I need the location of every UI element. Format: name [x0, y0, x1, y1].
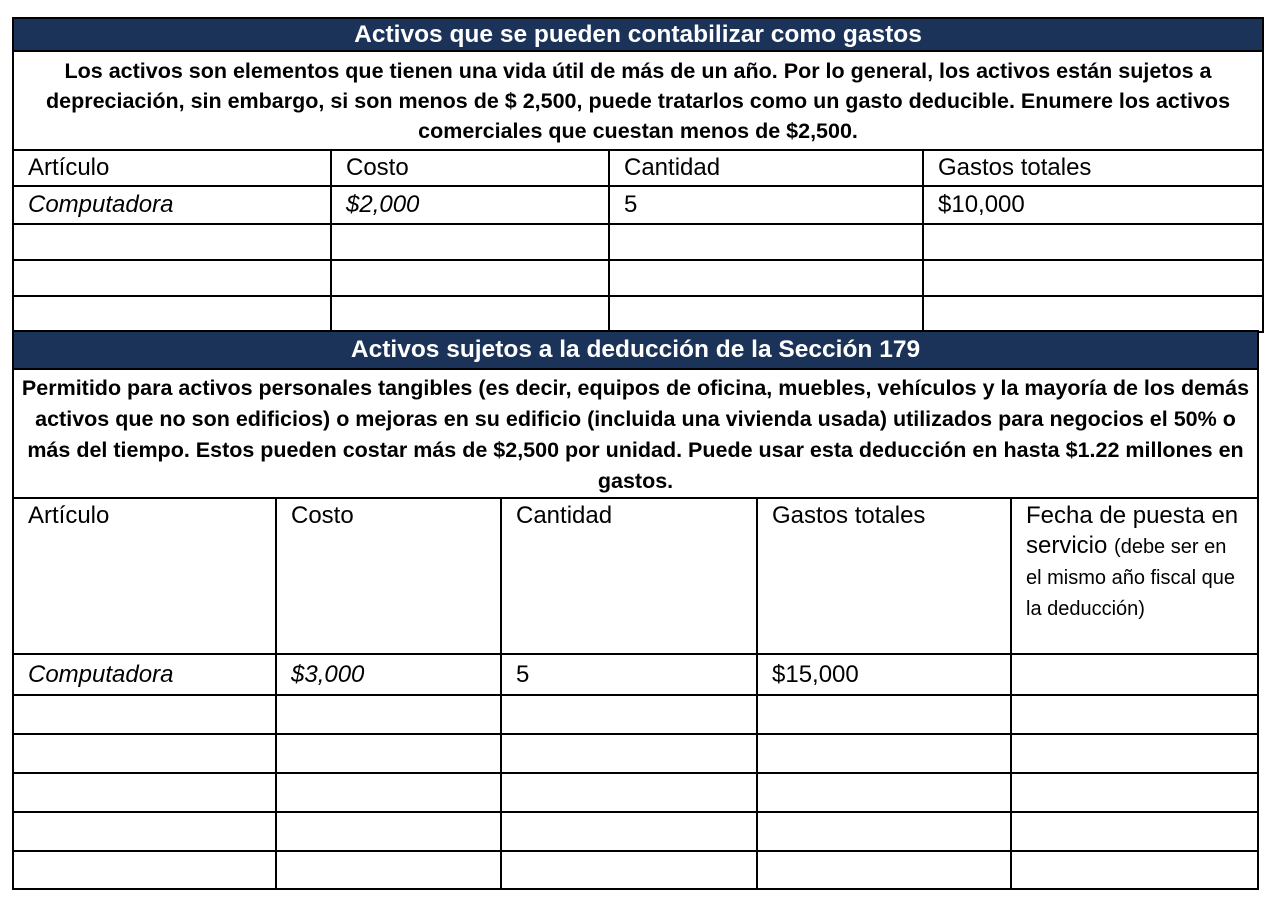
cell-total[interactable] — [757, 695, 1011, 734]
expensable-assets-table — [12, 17, 1264, 333]
section-179-assets-section — [12, 330, 1257, 890]
expensable-assets-section — [12, 17, 1262, 333]
table-row — [13, 186, 1263, 224]
cell-total[interactable] — [757, 773, 1011, 812]
cell-cost[interactable]: $3,000 — [276, 654, 501, 695]
cell-total[interactable] — [923, 260, 1263, 296]
cell-quantity[interactable] — [609, 224, 923, 260]
cell-cost[interactable] — [276, 851, 501, 889]
cell-quantity[interactable] — [501, 812, 757, 851]
column-header-cost: Costo — [276, 498, 501, 654]
cell-quantity[interactable] — [609, 296, 923, 332]
in-service-date-label: Fecha de puesta en servicio — [1026, 502, 1239, 559]
section-description: Los activos son elementos que tienen una vida útil de más de un año. Por lo general, los activos están sujetos a depreciación, sin embargo, si son menos de $ 2,500, puede tratarlos como un gasto deducible. Enumere los activos comerciales que cuestan menos de $2,500. — [13, 51, 1263, 150]
table-row — [13, 224, 1263, 260]
section-title: Activos sujetos a la deducción de la Sección 179 — [13, 331, 1258, 369]
cell-quantity[interactable] — [501, 773, 757, 812]
cell-total[interactable] — [923, 296, 1263, 332]
section-179-assets-table — [12, 330, 1259, 890]
cell-total[interactable] — [923, 224, 1263, 260]
column-header-cost: Costo — [331, 150, 609, 186]
column-header-quantity: Cantidad — [609, 150, 923, 186]
cell-total[interactable]: $15,000 — [757, 654, 1011, 695]
cell-article[interactable] — [13, 296, 331, 332]
cell-article[interactable] — [13, 695, 276, 734]
cell-in-service-date[interactable] — [1011, 812, 1258, 851]
cell-cost[interactable] — [331, 260, 609, 296]
column-header-total: Gastos totales — [757, 498, 1011, 654]
cell-in-service-date[interactable] — [1011, 851, 1258, 889]
cell-total[interactable] — [757, 812, 1011, 851]
column-header-quantity: Cantidad — [501, 498, 757, 654]
table-row — [13, 695, 1258, 734]
cell-cost[interactable]: $2,000 — [331, 186, 609, 224]
cell-total[interactable]: $10,000 — [923, 186, 1263, 224]
cell-article[interactable] — [13, 851, 276, 889]
in-service-date-note: (debe ser en el mismo año fiscal que la deducción) — [1026, 536, 1235, 620]
section-description: Permitido para activos personales tangibles (es decir, equipos de oficina, muebles, vehículos y la mayoría de los demás activos que no son edificios) o mejoras en su edificio (incluida una vivienda usada) utilizados para negocios el 50% o más del tiempo. Estos pueden costar más de $2,500 por unidad. Puede usar esta deducción en hasta $1.22 millones en gastos. — [13, 369, 1258, 498]
table-row — [13, 260, 1263, 296]
cell-in-service-date[interactable] — [1011, 773, 1258, 812]
column-header-article: Artículo — [13, 150, 331, 186]
section-title: Activos que se pueden contabilizar como gastos — [13, 18, 1263, 51]
cell-quantity[interactable] — [501, 734, 757, 773]
cell-quantity[interactable]: 5 — [501, 654, 757, 695]
column-header-article: Artículo — [13, 498, 276, 654]
table-row — [13, 773, 1258, 812]
cell-article[interactable] — [13, 812, 276, 851]
cell-quantity[interactable] — [501, 695, 757, 734]
cell-quantity[interactable] — [609, 260, 923, 296]
table-header-row — [13, 150, 1263, 186]
table-row — [13, 812, 1258, 851]
cell-quantity[interactable] — [501, 851, 757, 889]
table-header-row — [13, 498, 1258, 654]
table-row — [13, 851, 1258, 889]
cell-cost[interactable] — [331, 224, 609, 260]
cell-cost[interactable] — [276, 695, 501, 734]
cell-cost[interactable] — [276, 773, 501, 812]
cell-cost[interactable] — [331, 296, 609, 332]
cell-cost[interactable] — [276, 734, 501, 773]
cell-in-service-date[interactable] — [1011, 695, 1258, 734]
cell-article[interactable] — [13, 773, 276, 812]
cell-total[interactable] — [757, 851, 1011, 889]
cell-article[interactable] — [13, 224, 331, 260]
cell-article[interactable] — [13, 734, 276, 773]
cell-article[interactable] — [13, 260, 331, 296]
cell-article[interactable]: Computadora — [13, 654, 276, 695]
cell-article[interactable]: Computadora — [13, 186, 331, 224]
column-header-in-service-date — [1011, 498, 1258, 654]
column-header-total: Gastos totales — [923, 150, 1263, 186]
table-row — [13, 654, 1258, 695]
cell-cost[interactable] — [276, 812, 501, 851]
cell-in-service-date[interactable] — [1011, 734, 1258, 773]
table-row — [13, 734, 1258, 773]
cell-in-service-date[interactable] — [1011, 654, 1258, 695]
cell-quantity[interactable]: 5 — [609, 186, 923, 224]
table-row — [13, 296, 1263, 332]
cell-total[interactable] — [757, 734, 1011, 773]
